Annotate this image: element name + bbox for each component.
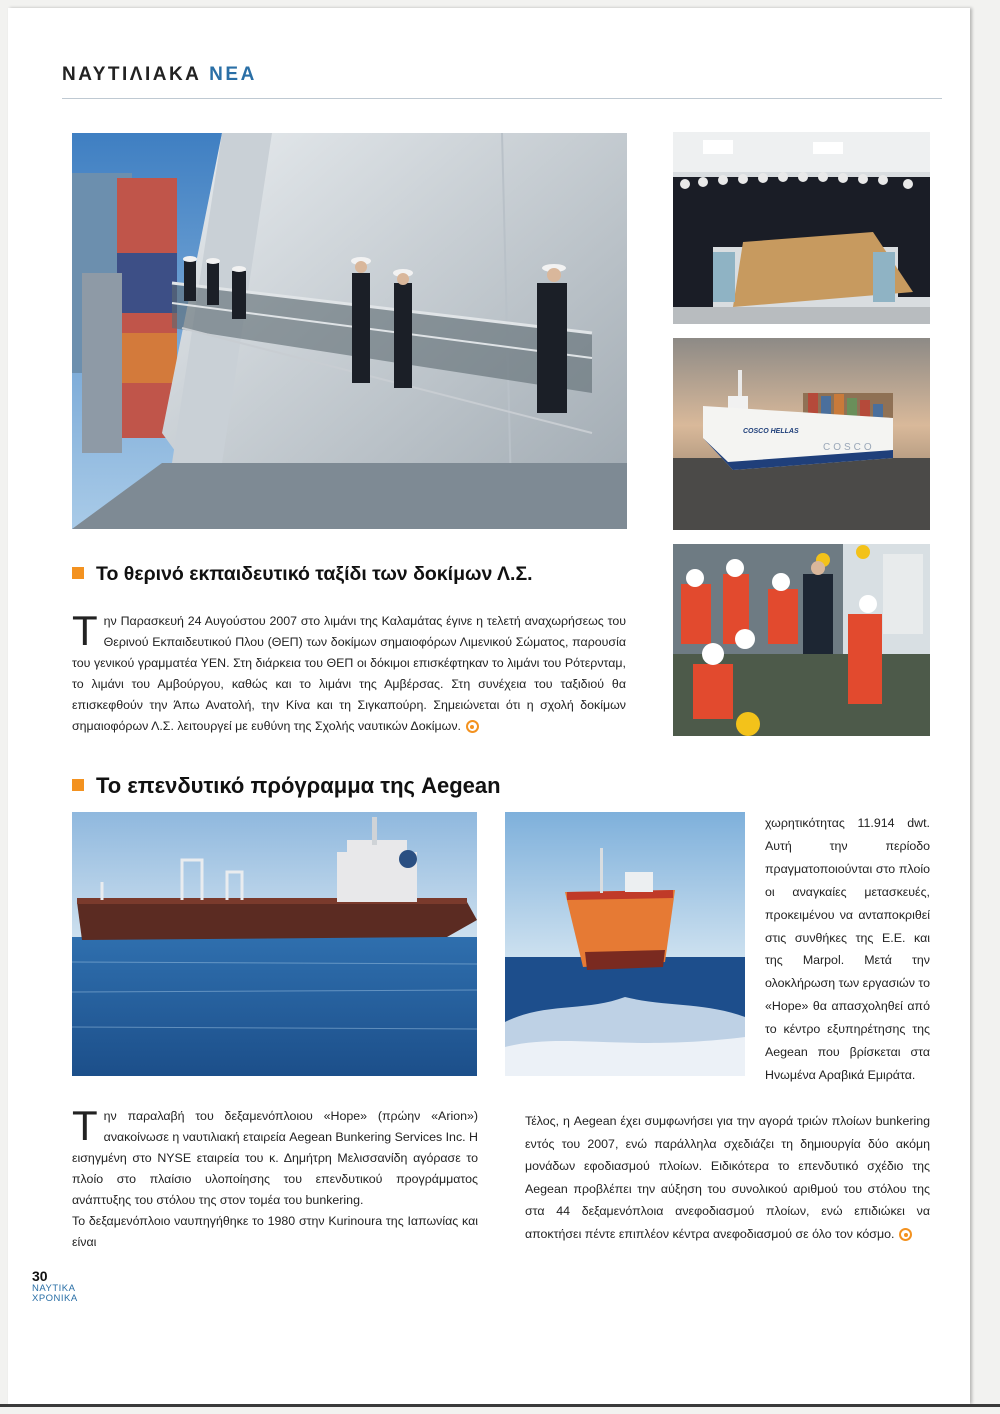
article2-column-1 — [72, 1102, 478, 1253]
page-folio — [32, 1268, 78, 1304]
photo-cosco-container-ship — [673, 338, 930, 530]
article2-column-2 — [525, 1110, 930, 1246]
article2-side-column — [765, 812, 930, 1087]
article-end-icon — [899, 1228, 912, 1241]
headline-bullet-icon — [72, 779, 84, 791]
article2-paragraph-1: ην παραλαβή του δεξαμενόπλοιου «Hope» (πρώην «Arion») ανακοίνωσε η ναυτιλιακή εταιρεία Aegean Bunkering Services Inc. Η εισηγμένη στο NYSE εταιρεία του κ. Δημήτρη Μελισσανίδη αγόρασε το πλοίο στο πλαίσιο υλοποίησης του επενδυτικού προγράμματος ανάπτυξης του στόλου της στον τομέα του bunkering. — [72, 1109, 478, 1207]
article-end-icon — [466, 720, 479, 733]
article1-title: Το θερινό εκπαιδευτικό ταξίδι των δοκίμων Λ.Σ. — [96, 563, 533, 585]
section-header — [62, 64, 257, 86]
article1-dropcap: Τ — [72, 607, 98, 654]
article1-text: ην Παρασκευή 24 Αυγούστου 2007 στο λιμάνι της Καλαμάτας έγινε η τελετή αναχωρήσεως του Θερινού Εκπαιδευτικού Πλου (ΘΕΠ) των δοκίμων σημαιοφόρων Λιμενικού Σώματος, παρουσία του γενικού γραμματέα ΥΕΝ. Στη διάρκεια του ΘΕΠ οι δόκιμοι επισκέφτηκαν το λιμάνι του Ρότερνταμ, το λιμάνι του Αμβούργου, καθώς και το λιμάνι της Αμβέρσας. Στη συνέχεια του ταξιδιού θα επισκεφθούν την Άπω Ανατολή, την Κίνα και τη Σιγκαπούρη. Σημειώνεται ότι η σχολή δοκίμων σημαιοφόρων Λ.Σ. λειτουργεί με ευθύνη της Σχολής ναυτικών Δοκίμων. — [72, 614, 626, 733]
photo-safety-drill — [673, 544, 930, 736]
headline-bullet-icon — [72, 567, 84, 579]
article2-title: Το επενδυτικό πρόγραμμα της Aegean — [96, 773, 501, 798]
article2-headline — [72, 773, 501, 799]
ship-name-label: COSCO HELLAS — [743, 428, 799, 435]
photo-tanker-hope-bow — [505, 812, 745, 1076]
section-word-2: ΝΕΑ — [209, 64, 257, 85]
article1-body — [72, 607, 626, 737]
ship-hull-logo: COSCO — [823, 442, 875, 453]
photo-tanker-hope-side — [72, 812, 477, 1076]
article2-dropcap: Τ — [72, 1102, 98, 1149]
photo-cadets-gangway — [72, 133, 627, 529]
page-number: 30 — [32, 1268, 48, 1284]
page-bottom-rule — [0, 1404, 1000, 1407]
magazine-name-line2: ΧΡΟΝΙΚΑ — [32, 1293, 78, 1304]
article1-headline — [72, 563, 533, 586]
article2-paragraph-2: Το δεξαμενόπλοιο ναυπηγήθηκε το 1980 στην Kurinoura της Ιαπωνίας και είναι — [72, 1214, 478, 1249]
magazine-name-line1: ΝΑΥΤΙΚΑ — [32, 1283, 76, 1294]
article2-side-text: χωρητικότητας 11.914 dwt. Αυτή την περίοδο πραγματοποιούνται στο πλοίο οι αναγκαίες μετασκευές, προκειμένου να ανταποκριθεί στις συνθήκες της Ε.Ε. και της Marpol. Μετά την ολοκλήρωση των εργασιών το «Hope» θα απασχοληθεί από το κέντρο εξυπηρέτησης της Aegean που βρίσκεται στα Ηνωμένα Αραβικά Εμιράτα. — [765, 816, 930, 1082]
header-divider — [62, 98, 942, 99]
photo-cadets-meeting-room — [673, 132, 930, 324]
section-word-1: ΝΑΥΤΙΛΙΑΚΑ — [62, 64, 202, 85]
article2-paragraph-3: Τέλος, η Aegean έχει συμφωνήσει για την αγορά τριών πλοίων bunkering εντός του 2007, ενώ παράλληλα σχεδιάζει τη δημιουργία δύο ακόμη μονάδων εφοδιασμού πλοίων. Ειδικότερα το επενδυτικό σχέδιο της Aegean προβλέπει την αύξηση του συνολικού αριθμού του στόλου της στα 44 δεξαμενόπλοια ανεφοδιασμού πλοίων, ενώ επιδιώκει να αποκτήσει πέντε επιπλέον κέντρα ανεφοδιασμού σε όλο τον κόσμο. — [525, 1114, 930, 1241]
